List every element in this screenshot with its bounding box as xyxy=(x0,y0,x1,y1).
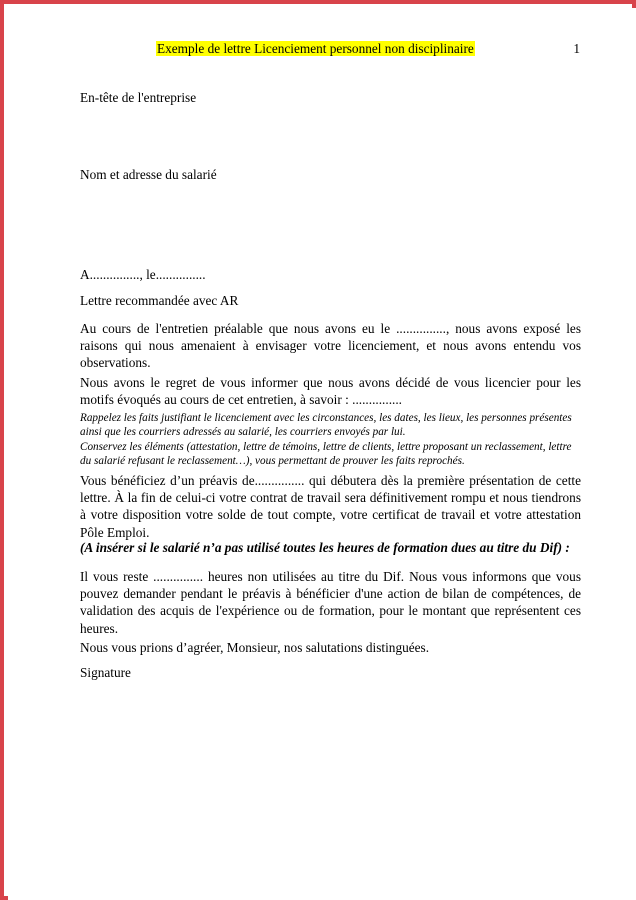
employee-address-placeholder: Nom et adresse du salarié xyxy=(80,167,217,182)
paragraph-interview-summary: Au cours de l'entretien préalable que nous avons eu le ..............., nous avons exposé les raisons qui nous amenaient à envisager votre licenciement, et nous avons entendu vos observations. xyxy=(80,321,581,371)
company-header-placeholder: En-tête de l'entreprise xyxy=(80,90,197,105)
registered-mail-line: Lettre recommandée avec AR xyxy=(80,293,239,308)
closing-salutation: Nous vous prions d’agréer, Monsieur, nos salutations distinguées. xyxy=(80,640,430,655)
place-and-date-line: A..............., le............... xyxy=(80,267,206,282)
document-title-wrapper xyxy=(156,40,475,58)
page-title: Exemple de lettre Licenciement personnel non disciplinaire xyxy=(157,41,474,56)
document-header xyxy=(76,40,580,60)
document-sheet xyxy=(8,8,636,900)
signature-placeholder: Signature xyxy=(80,665,131,680)
instruction-note-evidence: Conservez les éléments (attestation, lettre de témoins, lettre de clients, lettre proposant un reclassement, lettre du salarié refusant le reclassement…), vous permettant de prouver les faits reprochés. xyxy=(80,441,572,468)
paragraph-notice-period: Vous bénéficiez d’un préavis de............... qui débutera dès la première présentation de cette lettre. À la fin de celui-ci votre contrat de travail sera définitivement rompu et nous tiendrons à votre disposition votre solde de tout compte, votre certificat de travail et votre attestation Pôle Emploi. xyxy=(80,473,581,540)
paragraph-dif-hours: Il vous reste ............... heures non utilisées au titre du Dif. Nous vous informons que vous pouvez demander pendant le préavis à bénéficier d'une action de bilan de compétences, de validation des acquis de l'expérience ou de formation, pour le montant que représentent ces heures. xyxy=(80,569,581,636)
paragraph-dismissal-decision: Nous avons le regret de vous informer que nous avons décidé de vous licencier pour les motifs évoqués au cours de cet entretien, à savoir : ............... xyxy=(80,375,581,408)
conditional-insert-note-dif: (A insérer si le salarié n’a pas utilisé toutes les heures de formation dues au titre du Dif) : xyxy=(80,540,570,555)
instruction-note-facts: Rappelez les faits justifiant le licenciement avec les circonstances, les dates, les lieux, les personnes présentes ainsi que les courriers adressés au salarié, les courriers envoyés par lui. xyxy=(80,412,572,439)
page-number: 1 xyxy=(573,41,580,56)
